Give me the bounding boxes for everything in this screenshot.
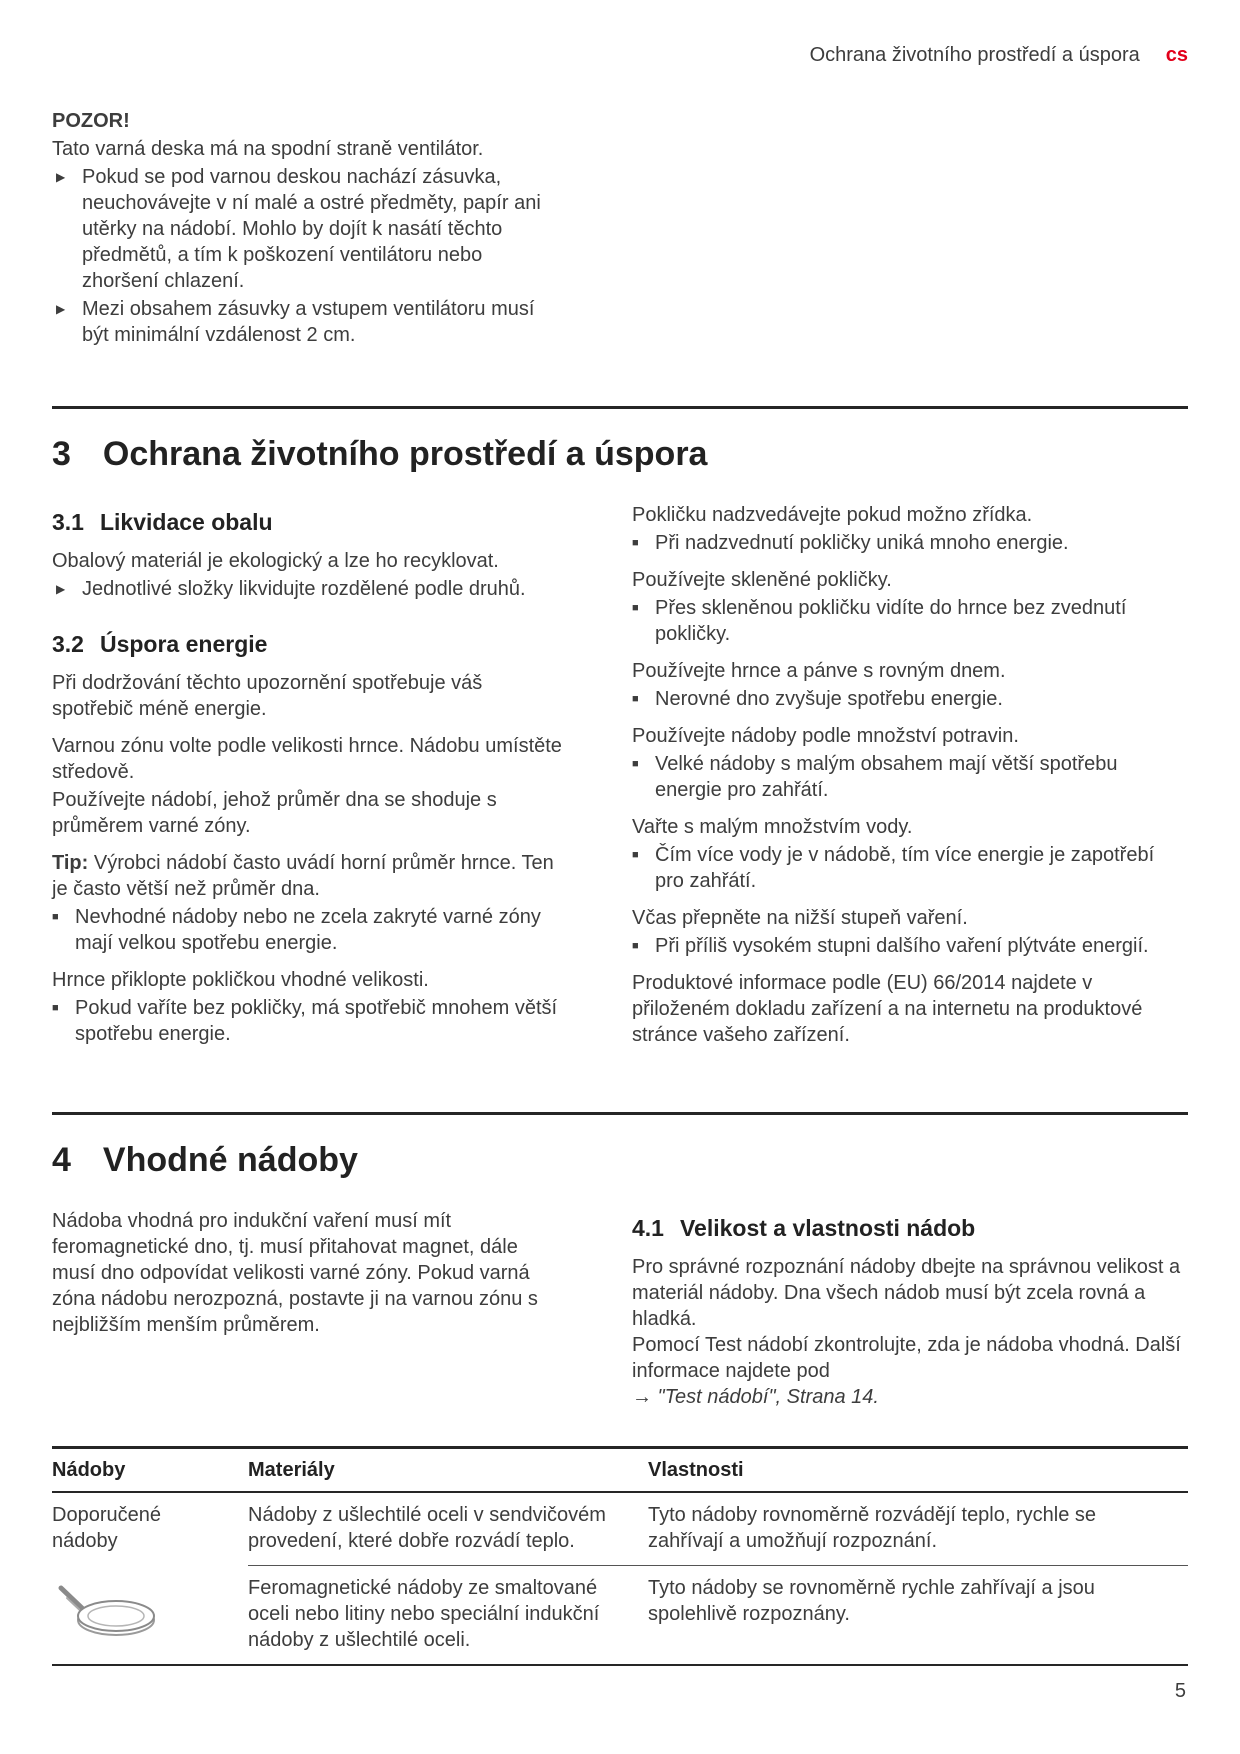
section-4-heading: [52, 1141, 1188, 1180]
material-cell: Nádoby z ušlechtilé oceli v sendvičovém provedení, které dobře rozvádí teplo.: [248, 1503, 606, 1552]
warning-bullet: [52, 296, 560, 348]
square-bullet-icon: ■: [632, 602, 639, 615]
energy-para-0: Při dodržování těchto upozornění spotřebuje váš spotřebič méně energie.: [52, 671, 483, 720]
energy-para-1: Varnou zónu volte podle velikosti hrnce. Nádobu umístěte středově.: [52, 734, 562, 783]
tip-label: Tip:: [52, 851, 89, 874]
energy-note-text: Velké nádoby s malým obsahem mají větší spotřebu energie pro zahřátí.: [655, 753, 1118, 802]
triangle-bullet-icon: ▶: [56, 302, 66, 316]
recommended-cookware-cell: [52, 1492, 248, 1665]
square-bullet-icon: ■: [52, 910, 59, 923]
section-3-title: Ochrana životního prostředí a úspora: [102, 435, 708, 473]
cross-reference-link[interactable]: → "Test nádobí", Strana 14.: [632, 1385, 879, 1408]
section-3-columns: [52, 502, 1188, 1058]
energy-item: [632, 502, 1188, 556]
recommended-cookware-label: Doporučené nádoby: [52, 1503, 161, 1552]
energy-note: [632, 595, 1188, 647]
energy-statement: Používejte hrnce a pánve s rovným dnem.: [632, 660, 1006, 683]
properties-cell: Tyto nádoby rovnoměrně rozvádějí teplo, rychle se zahřívají a umožňují rozpoznání.: [648, 1503, 1097, 1552]
section-3-heading: [52, 435, 1188, 474]
column-header-vlastnosti: Vlastnosti: [648, 1447, 1188, 1492]
energy-note: [632, 933, 1188, 959]
energy-note-text: Přes skleněnou pokličku vidíte do hrnce bez zvednutí pokličky.: [655, 597, 1127, 646]
cookware-table-header-row: [52, 1447, 1188, 1492]
energy-note: [632, 751, 1188, 803]
page-header: [52, 42, 1188, 68]
section-4-1-number: 4.1: [632, 1214, 664, 1241]
energy-item: [52, 967, 562, 1047]
energy-note: [632, 530, 1188, 556]
warning-bullet-text: Pokud se pod varnou deskou nachází zásuvka, neuchovávejte v ní malé a ostré předměty, papír ani utěrky na nádobí. Mohlo by dojít k nasátí těchto předmětů, a tím k poškození ventilátoru nebo zhoršení chlazení.: [82, 166, 541, 292]
energy-item: [632, 723, 1188, 803]
column-header-nadoby: Nádoby: [52, 1447, 248, 1492]
square-bullet-icon: ■: [52, 1001, 59, 1014]
tip-group: [52, 850, 562, 956]
properties-cell: Tyto nádoby se rovnoměrně rychle zahřívají a jsou spolehlivě rozpoznány.: [648, 1565, 1188, 1665]
warning-bullet: [52, 164, 560, 294]
energy-statement: Včas přepněte na nižší stupeň vaření.: [632, 907, 968, 930]
section-3-1-heading: [52, 508, 562, 538]
section-3-1-title: Likvidace obalu: [99, 509, 273, 536]
tip-text: Výrobci nádobí často uvádí horní průměr hrnce. Ten je často větší než průměr dna.: [52, 851, 554, 900]
packaging-bullet-text: Jednotlivé složky likvidujte rozdělené podle druhů.: [82, 577, 526, 600]
header-chapter-title: Ochrana životního prostředí a úspora: [809, 44, 1140, 66]
material-cell: Feromagnetické nádoby ze smaltované oceli nebo litiny nebo speciální indukční nádoby z ušlechtilé oceli.: [248, 1565, 648, 1665]
energy-item: [632, 905, 1188, 959]
energy-statement: Používejte skleněné pokličky.: [632, 569, 892, 592]
size-properties-para-1: Pro správné rozpoznání nádoby dbejte na správnou velikost a materiál nádoby. Dna všech nádob musí být zcela rovná a hladká.: [632, 1255, 1181, 1330]
square-bullet-icon: ■: [632, 849, 639, 862]
energy-para-2: Používejte nádobí, jehož průměr dna se shoduje s průměrem varné zóny.: [52, 788, 497, 837]
pan-icon: [54, 1576, 222, 1653]
section-4-right-column: [632, 1208, 1188, 1410]
triangle-bullet-icon: ▶: [56, 581, 66, 596]
energy-statement: Pokličku nadzvedávejte pokud možno zřídka.: [632, 504, 1033, 527]
section-3-left-column: [52, 502, 562, 1058]
energy-note-text: Nerovné dno zvyšuje spotřebu energie.: [655, 688, 1003, 711]
energy-note-text: Čím více vody je v nádobě, tím více energie je zapotřebí pro zahřátí.: [655, 844, 1155, 893]
size-properties-para-2: Pomocí Test nádobí zkontrolujte, zda je nádoba vhodná. Další informace najdete pod: [632, 1333, 1181, 1382]
section-3-1-number: 3.1: [52, 509, 84, 536]
warning-title: POZOR!: [52, 110, 130, 132]
warning-block: [52, 108, 560, 348]
product-info-paragraph: Produktové informace podle (EU) 66/2014 najdete v přiloženém dokladu zařízení a na internetu na produktové stránce vašeho zařízení.: [632, 972, 1143, 1047]
square-bullet-icon: ■: [632, 940, 639, 953]
tip-note-text: Nevhodné nádoby nebo ne zcela zakryté varné zóny mají velkou spotřebu energie.: [75, 905, 541, 954]
column-header-materialy: Materiály: [248, 1447, 648, 1492]
cookware-intro: Nádoba vhodná pro indukční vaření musí mít feromagnetické dno, tj. musí přitahovat magnet, dále musí dno odpovídat velikosti varné zóny. Pokud varná zóna nádobu nerozpozná, postavte ji na varnou zónu s nejbližším menším průměrem.: [52, 1209, 538, 1336]
energy-item: [632, 814, 1188, 894]
energy-note: [632, 686, 1188, 712]
tip-paragraph: [52, 850, 562, 902]
section-3-2-number: 3.2: [52, 630, 84, 657]
section-4-divider: [52, 1112, 1188, 1115]
square-bullet-icon: ■: [632, 758, 639, 771]
energy-statement: Vařte s malým množstvím vody.: [632, 816, 913, 839]
energy-statement: Používejte nádoby podle množství potravin.: [632, 725, 1019, 748]
page-number: 5: [1174, 1680, 1186, 1702]
energy-paragraph: [52, 733, 562, 839]
section-3-2-title: Úspora energie: [99, 630, 268, 657]
section-4-title: Vhodné nádoby: [102, 1140, 358, 1179]
warning-bullet-text: Mezi obsahem zásuvky a vstupem ventilátoru musí být minimální vzdálenost 2 cm.: [82, 298, 535, 346]
section-4-number: 4: [52, 1140, 71, 1179]
packaging-group: [52, 548, 562, 602]
section-4-1-title: Velikost a vlastnosti nádob: [679, 1214, 976, 1241]
section-3-number: 3: [52, 435, 71, 473]
section-4-left-column: [52, 1208, 562, 1410]
warning-intro: Tato varná deska má na spodní straně ventilátor.: [52, 138, 484, 160]
table-row: [52, 1492, 1188, 1566]
header-language-code: cs: [1165, 44, 1188, 66]
section-3-2-heading: [52, 630, 562, 660]
energy-note: [632, 842, 1188, 894]
energy-note-text: Při nadzvednutí pokličky uniká mnoho energie.: [655, 532, 1069, 555]
square-bullet-icon: ■: [632, 693, 639, 706]
packaging-intro: Obalový materiál je ekologický a lze ho recyklovat.: [52, 549, 499, 572]
energy-note-text: Pokud vaříte bez pokličky, má spotřebič mnohem větší spotřebu energie.: [75, 996, 558, 1045]
section-4-columns: [52, 1208, 1188, 1410]
triangle-bullet-icon: ▶: [56, 170, 66, 184]
section-3-right-column: [632, 502, 1188, 1058]
energy-statement: Hrnce přiklopte pokličkou vhodné velikosti.: [52, 968, 429, 991]
energy-item: [632, 567, 1188, 647]
cookware-table: [52, 1446, 1188, 1666]
energy-note-text: Při příliš vysokém stupni dalšího vaření plýtváte energií.: [655, 935, 1149, 958]
energy-item: [632, 658, 1188, 712]
square-bullet-icon: ■: [632, 537, 639, 550]
section-4-1-heading: [632, 1214, 1188, 1244]
tip-note: [52, 904, 562, 956]
energy-note: [52, 995, 562, 1047]
energy-paragraph: [52, 670, 562, 722]
section-3-divider: [52, 406, 1188, 409]
packaging-bullet: [52, 576, 562, 602]
